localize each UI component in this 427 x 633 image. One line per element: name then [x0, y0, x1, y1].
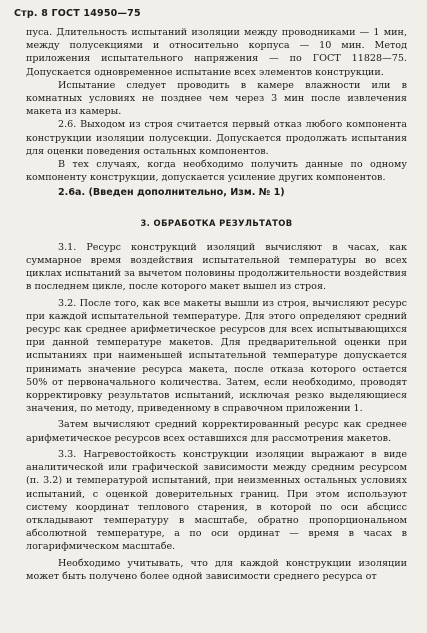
paragraph: 3.3. Нагревостойкость конструкции изоляции выражают в виде аналитической или графической зависимости между средним ресурсом (п. 3.2) и температурой испытаний, при неизменных остальных условиях испытаний, с оценкой доверительных границ. При этом используют систему координат теплового старения, в которой по оси абсцисс откладывают температуру в масштабе, обратно пропорциональном абсолютной температуре, а по оси ординат — время в часах в логарифмическом масштабе.: [26, 448, 407, 553]
paragraph: пуса. Длительность испытаний изоляции между проводниками — 1 мин, между полусекциями и относительно корпуса — 10 мин. Метод приложения испытательного напряжения — по ГОСТ 11828—75. Допускается одновременное испытание всех элементов конструкции.: [26, 27, 407, 78]
page-header: Стр. 8 ГОСТ 14950—75: [14, 8, 141, 19]
paragraph: 3.2. После того, как все макеты вышли из строя, вычисляют ресурс при каждой испытательной температуре. Для этого определяют средний ресурс как среднее арифметическое ресурсов для всех испытывающихся при данной температуре макетов. Для предварительной оценки при испытаниях при наименьшей испытательной температуре допускается принимать значение ресурса макета, после отказа которого остается 50% от первоначального количества. Затем, если необходимо, проводят корректировку результатов испытаний, исключая резко выделяющиеся значения, по методу, приведенному в справочном приложении 1.: [26, 297, 407, 415]
paragraph: Затем вычисляют средний корректированный ресурс как среднее арифметическое ресурсов всех оставшихся для рассмотрения макетов.: [26, 419, 407, 444]
section-heading: 3. ОБРАБОТКА РЕЗУЛЬТАТОВ: [140, 217, 293, 228]
paragraph: 3.1. Ресурс конструкций изоляций вычисляют в часах, как суммарное время воздействия испытательной температуры во всех циклах испытаний за вычетом половины продолжительности воздействия в последнем цикле, после которого макет вышел из строя.: [26, 241, 407, 293]
document-body: [26, 26, 407, 583]
paragraph: В тех случаях, когда необходимо получить данные по одному компоненту конструкции, допускается усиление других компонентов.: [26, 159, 407, 184]
paragraph: 2.6. Выходом из строя считается первый отказ любого компонента конструкции изоляции полусекции. Допускается продолжать испытания для оценки поведения остальных компонентов.: [26, 119, 407, 157]
paragraph: Необходимо учитывать, что для каждой конструкции изоляции может быть получено более одной зависимости среднего ресурса от: [26, 557, 407, 582]
amendment-note: 2.6а. (Введен дополнительно, Изм. № 1): [58, 187, 285, 199]
paragraph: Испытание следует проводить в камере влажности или в комнатных условиях не позднее чем через 3 мин после извлечения макета из камеры.: [26, 79, 407, 118]
